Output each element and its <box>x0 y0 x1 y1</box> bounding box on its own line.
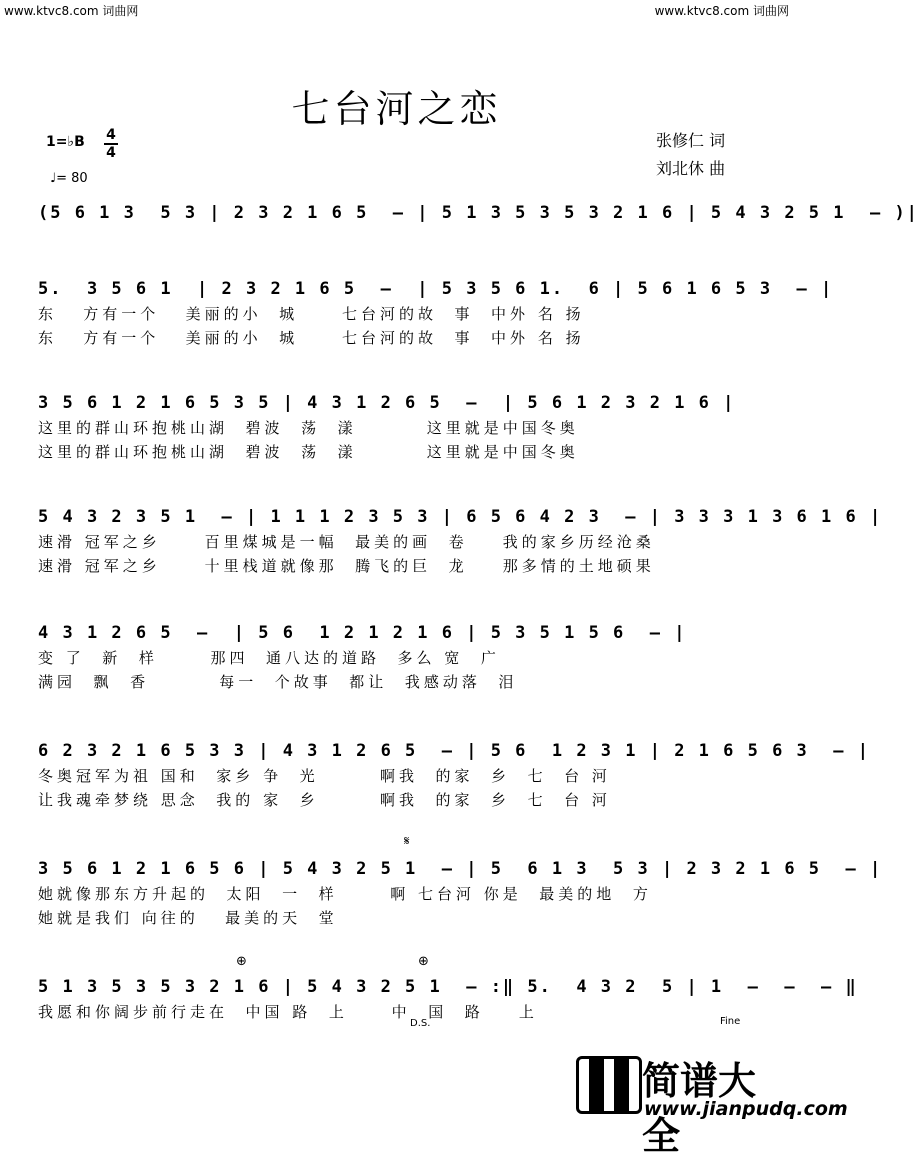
score-system-3 <box>38 390 758 464</box>
ds-mark: D.S. <box>410 1018 431 1029</box>
lyric-verse-2: 让我魂牵梦绕 思念 我的 家 乡 啊我 的家 乡 七 台 河 <box>38 791 611 809</box>
tempo-mark: ♩= 80 <box>50 171 88 186</box>
score-system-8 <box>38 974 858 1024</box>
coda-sign-2: ⊕ <box>418 954 429 969</box>
notation-line: 5. 3 5 6 1 | 2 3 2 1 6 5 – | 5 3 5 6 1. 6 | 5 6 1 6 5 3 – | <box>38 279 834 299</box>
lyric-verse-1: 东 方有一个 美丽的小 城 七台河的故 事 中外 名 扬 <box>38 305 585 323</box>
composer: 刘北休 曲 <box>656 159 726 178</box>
meter-bottom: 4 <box>106 145 116 161</box>
coda-sign-1: ⊕ <box>236 954 247 969</box>
lyric-verse-1: 我愿和你阔步前行走在 中国 路 上 中 国 路 上 <box>38 1003 538 1021</box>
score-system-7 <box>38 856 883 930</box>
lyric-verse-1: 变 了 新 样 那四 通八达的道路 多么 宽 广 <box>38 649 500 667</box>
lyric-verse-2: 她就是我们 向往的 最美的天 堂 <box>38 909 338 927</box>
notation-line: 3 5 6 1 2 1 6 5 6 | 5 4 3 2 5 1 – | 5 6 1 3 5 3 | 2 3 2 1 6 5 – | <box>38 859 883 879</box>
site-logo <box>576 1050 848 1158</box>
song-title: 七台河之恋 <box>291 87 502 131</box>
notation-line: 4 3 1 2 6 5 – | 5 6 1 2 1 2 1 6 | 5 3 5 1 5 6 – | <box>38 623 687 643</box>
lyricist: 张修仁 词 <box>656 131 726 150</box>
lyric-verse-1: 冬奥冠军为祖 国和 家乡 争 光 啊我 的家 乡 七 台 河 <box>38 767 611 785</box>
piano-icon <box>576 1056 642 1114</box>
score-system-5 <box>38 620 758 694</box>
score-system-6 <box>38 738 870 812</box>
lyric-verse-1: 这里的群山环抱桃山湖 碧波 荡 漾 这里就是中国冬奥 <box>38 419 579 437</box>
lyric-verse-1: 速滑 冠军之乡 百里煤城是一幅 最美的画 卷 我的家乡历经沧桑 <box>38 533 655 551</box>
credits <box>656 127 725 183</box>
score-system-4 <box>38 504 883 578</box>
notation-line: 3 5 6 1 2 1 6 5 3 5 | 4 3 1 2 6 5 – | 5 6 1 2 3 2 1 6 | <box>38 393 736 413</box>
watermark-left: www.ktvc8.com 词曲网 <box>4 4 139 18</box>
logo-title: 简谱大全 <box>642 1059 757 1158</box>
fine-mark: Fine <box>720 1016 741 1027</box>
notation-line: 5 4 3 2 3 5 1 – | 1 1 1 2 3 5 3 | 6 5 6 4 2 3 – | 3 3 3 1 3 6 1 6 | <box>38 507 883 527</box>
watermark-right: www.ktvc8.com 词曲网 <box>654 4 789 18</box>
notation-line: (5 6 1 3 5 3 | 2 3 2 1 6 5 – | 5 1 3 5 3 5 3 2 1 6 | 5 4 3 2 5 1 – )| <box>38 203 919 223</box>
key-signature: 1=♭B <box>46 134 85 150</box>
score-system-1 <box>38 200 919 226</box>
meter-top: 4 <box>106 127 116 143</box>
lyric-verse-2: 速滑 冠军之乡 十里栈道就像那 腾飞的巨 龙 那多情的土地硕果 <box>38 557 655 575</box>
time-signature <box>104 127 118 161</box>
notation-line: 6 2 3 2 1 6 5 3 3 | 4 3 1 2 6 5 – | 5 6 1 2 3 1 | 2 1 6 5 6 3 – | <box>38 741 870 761</box>
lyric-verse-2: 这里的群山环抱桃山湖 碧波 荡 漾 这里就是中国冬奥 <box>38 443 579 461</box>
lyric-verse-1: 她就像那东方升起的 太阳 一 样 啊 七台河 你是 最美的地 方 <box>38 885 652 903</box>
segno-sign: 𝄋 <box>404 834 410 849</box>
lyric-verse-2: 满园 飘 香 每一 个故事 都让 我感动落 泪 <box>38 673 518 691</box>
logo-url: www.jianpudq.com <box>644 1098 848 1120</box>
notation-line: 5 1 3 5 3 5 3 2 1 6 | 5 4 3 2 5 1 – :‖ 5. 4 3 2 5 | 1 – – – ‖ <box>38 977 858 997</box>
lyric-verse-2: 东 方有一个 美丽的小 城 七台河的故 事 中外 名 扬 <box>38 329 585 347</box>
score-system-2 <box>38 276 834 350</box>
